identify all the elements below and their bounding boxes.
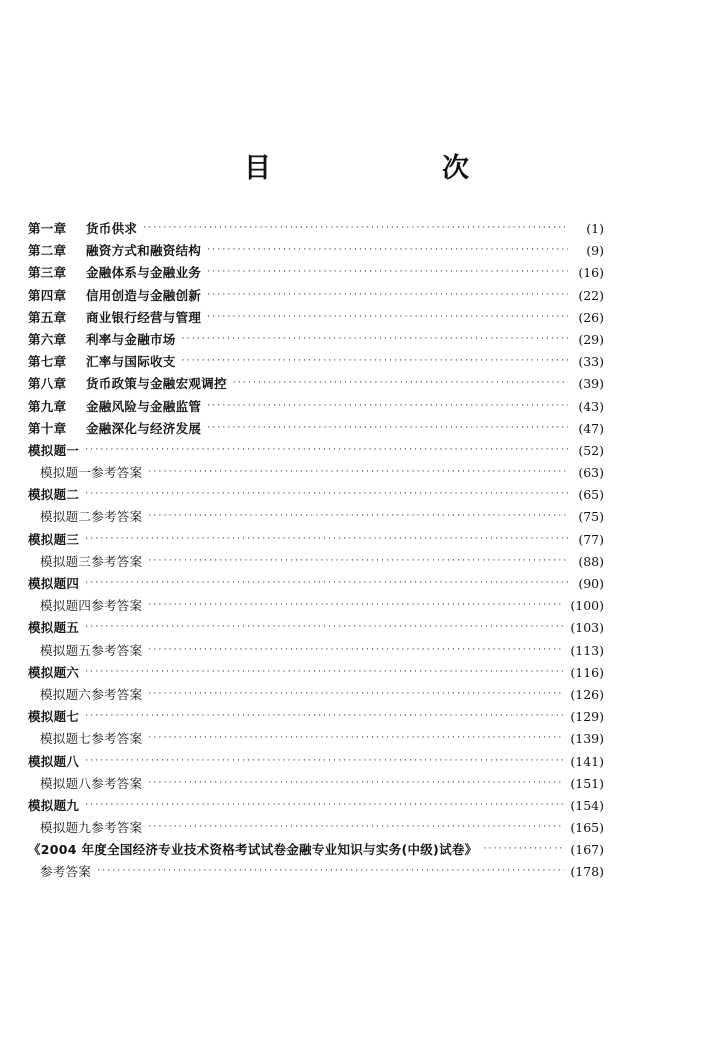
toc-entry-label	[28, 240, 201, 262]
dot-leader	[233, 372, 568, 394]
page-number: (77)	[578, 531, 604, 547]
toc-entry[interactable]	[28, 706, 604, 728]
entry-title: 模拟题八	[28, 753, 80, 769]
dot-leader	[148, 683, 564, 705]
page-number: (126)	[570, 686, 604, 702]
toc-entry[interactable]	[28, 728, 604, 750]
page-number: (26)	[578, 309, 604, 325]
toc-entry[interactable]	[28, 440, 604, 462]
dot-leader	[182, 328, 568, 350]
entry-title: 货币政策与金融宏观调控	[86, 376, 227, 392]
page-number: (9)	[586, 243, 604, 259]
toc-entry[interactable]	[28, 595, 604, 617]
entry-title: 模拟题七参考答案	[40, 731, 143, 747]
page-number: (178)	[570, 864, 604, 880]
entry-title: 货币供求	[86, 221, 138, 236]
toc-entry-label	[28, 617, 79, 639]
dot-leader	[207, 284, 568, 306]
page-number: (151)	[570, 775, 604, 791]
dot-leader	[85, 616, 564, 638]
entry-title: 模拟题一	[28, 442, 80, 458]
toc-entry[interactable]	[28, 751, 604, 773]
chapter-number: 第四章	[28, 287, 67, 303]
page-number: (1)	[586, 221, 604, 236]
entry-title: 参考答案	[40, 864, 92, 880]
toc-entry[interactable]	[28, 329, 604, 351]
toc-entry[interactable]	[28, 396, 604, 418]
page-number: (47)	[578, 420, 604, 436]
toc-entry-label	[40, 773, 142, 795]
dot-leader	[97, 860, 564, 882]
toc-entry[interactable]	[28, 218, 604, 240]
page-number: (33)	[578, 354, 604, 370]
toc-entry-label	[40, 462, 142, 484]
toc-entry[interactable]	[28, 617, 604, 639]
dot-leader	[207, 306, 568, 328]
toc-entry-label	[40, 861, 91, 883]
dot-leader	[85, 794, 564, 816]
entry-title: 《2004 年度全国经济专业技术资格考试试卷金融专业知识与实务(中级)试卷》	[28, 842, 478, 858]
toc-entry[interactable]	[28, 484, 604, 506]
dot-leader	[148, 772, 564, 794]
toc-entry[interactable]	[28, 506, 604, 528]
entry-title: 金融深化与经济发展	[86, 420, 202, 436]
toc-entry[interactable]	[28, 240, 604, 262]
toc-entry-label	[28, 751, 79, 773]
toc-entry[interactable]	[28, 573, 604, 595]
entry-title: 商业银行经营与管理	[86, 309, 202, 325]
chapter-number: 第五章	[28, 309, 67, 325]
toc-entry[interactable]	[28, 684, 604, 706]
entry-title: 信用创造与金融创新	[86, 287, 202, 303]
toc-entry-label	[28, 218, 137, 240]
page-number: (103)	[570, 620, 604, 636]
entry-title: 模拟题四	[28, 576, 80, 591]
page-number: (141)	[570, 753, 604, 769]
dot-leader	[143, 217, 568, 239]
page-number: (16)	[578, 265, 604, 281]
dot-leader	[148, 727, 564, 749]
page-number: (29)	[578, 331, 604, 347]
entry-title: 金融风险与金融监管	[86, 398, 202, 414]
toc-entry-label	[28, 329, 176, 351]
page-number: (52)	[578, 442, 604, 458]
entry-title: 模拟题九参考答案	[40, 820, 143, 836]
page-number: (90)	[578, 576, 604, 591]
dot-leader	[483, 838, 564, 860]
toc-entry-label	[28, 662, 79, 684]
toc-entry[interactable]	[28, 662, 604, 684]
entry-title: 模拟题二参考答案	[40, 509, 143, 525]
entry-title: 模拟题六参考答案	[40, 686, 143, 702]
chapter-number: 第九章	[28, 398, 67, 414]
toc-entry-label	[40, 506, 142, 528]
page-number: (129)	[570, 709, 604, 725]
dot-leader	[85, 572, 568, 594]
dot-leader	[148, 639, 564, 661]
toc-entry-label	[28, 484, 79, 506]
toc-entry[interactable]	[28, 551, 604, 573]
dot-leader	[207, 239, 568, 261]
toc-entry-label	[28, 262, 201, 284]
toc-entry[interactable]	[28, 640, 604, 662]
entry-title: 模拟题三	[28, 531, 80, 547]
entry-title: 模拟题五	[28, 620, 80, 636]
chapter-number: 第七章	[28, 354, 67, 370]
toc-entry-label	[28, 418, 201, 440]
dot-leader	[182, 350, 568, 372]
toc-entry[interactable]	[28, 839, 604, 861]
page-title: 目 次	[244, 153, 541, 184]
entry-title: 模拟题二	[28, 487, 80, 503]
toc-entry[interactable]	[28, 351, 604, 373]
toc-entry-label	[40, 817, 142, 839]
page-number: (167)	[570, 842, 604, 858]
entry-title: 模拟题八参考答案	[40, 775, 143, 791]
dot-leader	[207, 417, 568, 439]
toc-entry-label	[28, 307, 201, 329]
dot-leader	[85, 528, 568, 550]
toc-entry[interactable]	[28, 262, 604, 284]
page-number: (113)	[570, 642, 604, 658]
entry-title: 模拟题四参考答案	[40, 598, 143, 614]
dot-leader	[85, 661, 564, 683]
table-of-contents	[28, 218, 604, 884]
toc-entry-label	[40, 595, 142, 617]
toc-entry-label	[28, 573, 79, 595]
toc-entry-label	[40, 551, 142, 573]
chapter-number: 第三章	[28, 265, 67, 281]
toc-entry[interactable]	[28, 418, 604, 440]
toc-entry-label	[28, 706, 79, 728]
entry-title: 模拟题六	[28, 664, 80, 680]
toc-entry[interactable]	[28, 795, 604, 817]
entry-title: 融资方式和融资结构	[86, 243, 202, 259]
toc-entry[interactable]	[28, 462, 604, 484]
entry-title: 模拟题九	[28, 797, 80, 813]
toc-entry-label	[28, 839, 477, 861]
entry-title: 模拟题七	[28, 709, 80, 725]
dot-leader	[148, 505, 568, 527]
toc-entry-label	[40, 640, 142, 662]
dot-leader	[207, 395, 568, 417]
toc-entry-label	[28, 529, 79, 551]
toc-entry-label	[28, 440, 79, 462]
page-number: (22)	[578, 287, 604, 303]
entry-title: 模拟题五参考答案	[40, 642, 143, 658]
chapter-number: 第十章	[28, 420, 67, 436]
page-number: (100)	[570, 598, 604, 614]
page-number: (63)	[578, 465, 604, 481]
toc-entry-label	[40, 728, 142, 750]
page-number: (165)	[570, 820, 604, 836]
toc-entry[interactable]	[28, 773, 604, 795]
entry-title: 模拟题三参考答案	[40, 553, 143, 569]
dot-leader	[148, 816, 564, 838]
dot-leader	[85, 439, 568, 461]
page-number: (88)	[578, 553, 604, 569]
dot-leader	[148, 550, 568, 572]
toc-entry-label	[40, 684, 142, 706]
chapter-number: 第一章	[28, 221, 67, 236]
entry-title: 汇率与国际收支	[86, 354, 176, 370]
entry-title: 利率与金融市场	[86, 331, 176, 347]
dot-leader	[148, 594, 564, 616]
toc-entry-label	[28, 351, 176, 373]
toc-entry-label	[28, 795, 79, 817]
toc-entry[interactable]	[28, 861, 604, 883]
chapter-number: 第二章	[28, 243, 67, 259]
toc-entry-label	[28, 396, 201, 418]
dot-leader	[207, 261, 568, 283]
page-number: (65)	[578, 487, 604, 503]
dot-leader	[85, 483, 568, 505]
dot-leader	[148, 461, 568, 483]
page-number: (39)	[578, 376, 604, 392]
dot-leader	[85, 705, 564, 727]
toc-entry-label	[28, 285, 201, 307]
toc-entry[interactable]	[28, 529, 604, 551]
page-number: (154)	[570, 797, 604, 813]
toc-entry[interactable]	[28, 285, 604, 307]
page-number: (43)	[578, 398, 604, 414]
entry-title: 金融体系与金融业务	[86, 265, 202, 281]
toc-entry[interactable]	[28, 817, 604, 839]
entry-title: 模拟题一参考答案	[40, 465, 143, 481]
page-number: (139)	[570, 731, 604, 747]
chapter-number: 第六章	[28, 331, 67, 347]
toc-entry[interactable]	[28, 307, 604, 329]
chapter-number: 第八章	[28, 376, 67, 392]
page-number: (75)	[578, 509, 604, 525]
toc-entry-label	[28, 373, 227, 395]
dot-leader	[85, 750, 564, 772]
toc-entry[interactable]	[28, 373, 604, 395]
page-number: (116)	[570, 664, 604, 680]
